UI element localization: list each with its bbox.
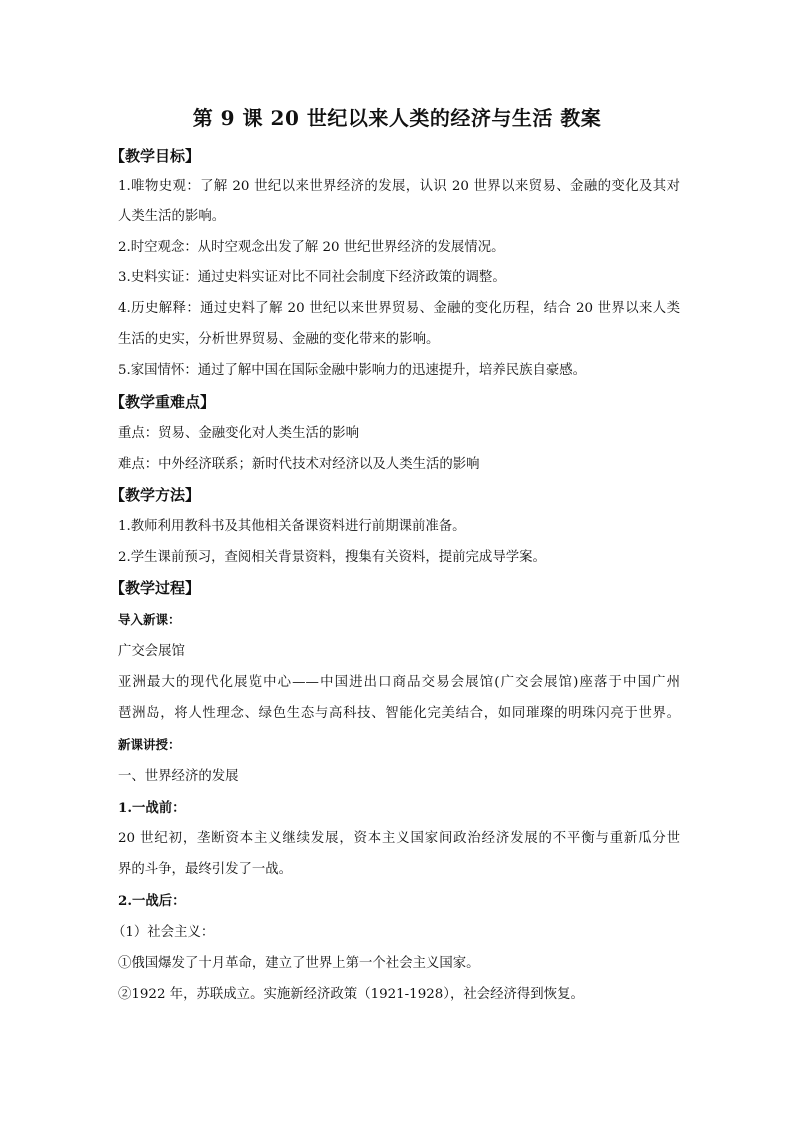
goal-1-line-2: 人类生活的影响。	[118, 209, 226, 224]
subsection-2-item-1: （1）社会主义：	[112, 925, 215, 940]
subsection-2-point-2: ②1922 年，苏联成立。实施新经济政策（1921-1928），社会经济得到恢复。	[118, 987, 584, 1002]
goal-3: 3.史料实证：通过史料实证对比不同社会制度下经济政策的调整。	[118, 270, 506, 285]
part-1-heading: 一、世界经济的发展	[118, 769, 239, 784]
goal-1-line-1: 1.唯物史观：了解 20 世纪以来世界经济的发展，认识 20 世界以来贸易、金融的变化及其对	[118, 179, 680, 194]
subsection-1-line-2: 界的斗争，最终引发了一战。	[118, 862, 293, 877]
key-point: 重点：贸易、金融变化对人类生活的影响	[118, 426, 360, 441]
difficulty-point: 难点：中外经济联系；新时代技术对经济以及人类生活的影响	[118, 457, 480, 472]
intro-paragraph-line-2: 琶洲岛，将人性理念、绿色生态与高科技、智能化完美结合，如同璀璨的明珠闪亮于世界。	[118, 706, 680, 721]
subsection-2-heading: 2.一战后：	[118, 893, 186, 909]
heading-teaching-methods: 【教学方法】	[110, 486, 201, 504]
heading-teaching-goals: 【教学目标】	[110, 147, 201, 165]
subsection-1-heading: 1.一战前：	[118, 800, 186, 816]
goal-4-line-2: 生活的史实，分析世界贸易、金融的变化带来的影响。	[118, 332, 440, 347]
goal-5: 5.家国情怀：通过了解中国在国际金融中影响力的迅速提升，培养民族自豪感。	[118, 363, 587, 378]
method-1: 1.教师利用教科书及其他相关备课资料进行前期课前准备。	[118, 519, 466, 534]
intro-paragraph-line-1: 亚洲最大的现代化展览中心——中国进出口商品交易会展馆(广交会展馆)座落于中国广州	[118, 675, 680, 690]
heading-key-points: 【教学重难点】	[110, 393, 216, 411]
method-2: 2.学生课前预习，查阅相关背景资料，搜集有关资料，提前完成导学案。	[118, 550, 546, 565]
intro-label: 导入新课：	[118, 612, 181, 627]
intro-topic: 广交会展馆	[118, 644, 185, 659]
goal-4-line-1: 4.历史解释：通过史料了解 20 世纪以来世界贸易、金融的变化历程，结合 20 世界以来人类	[118, 301, 680, 316]
new-lesson-label: 新课讲授：	[118, 737, 181, 752]
document-title: 第 9 课 20 世纪以来人类的经济与生活 教案	[192, 106, 602, 130]
subsection-2-point-1: ①俄国爆发了十月革命，建立了世界上第一个社会主义国家。	[118, 956, 480, 971]
goal-2: 2.时空观念：从时空观念出发了解 20 世纪世界经济的发展情况。	[118, 240, 505, 255]
heading-teaching-process: 【教学过程】	[110, 579, 201, 597]
subsection-1-line-1: 20 世纪初，垄断资本主义继续发展，资本主义国家间政治经济发展的不平衡与重新瓜分世	[118, 831, 680, 846]
